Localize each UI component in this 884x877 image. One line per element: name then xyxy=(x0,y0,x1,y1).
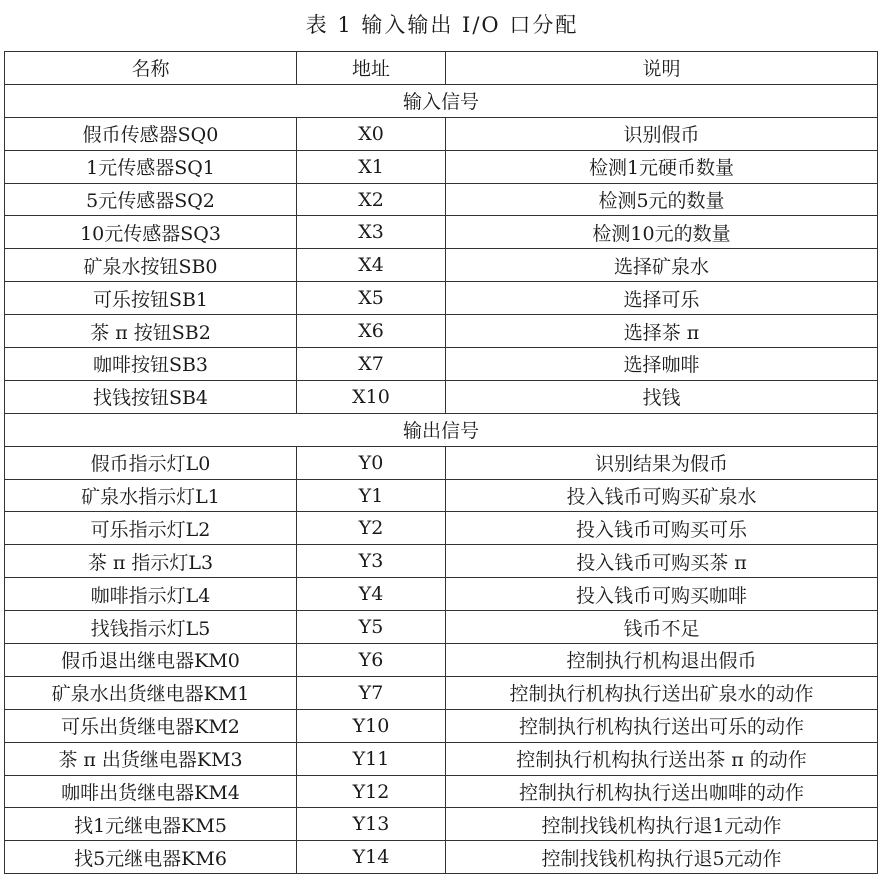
table-row xyxy=(5,742,878,775)
cell-name: 咖啡按钮SB3 xyxy=(5,348,297,381)
cell-address: Y4 xyxy=(297,578,446,611)
cell-address: Y3 xyxy=(297,545,446,578)
cell-address: Y7 xyxy=(297,676,446,709)
header-name: 名称 xyxy=(5,52,297,85)
header-description: 说明 xyxy=(446,52,878,85)
table-row xyxy=(5,315,878,348)
cell-name: 可乐指示灯L2 xyxy=(5,512,297,545)
cell-description: 检测5元的数量 xyxy=(446,183,878,216)
cell-description: 控制执行机构执行送出可乐的动作 xyxy=(446,709,878,742)
cell-address: Y6 xyxy=(297,644,446,677)
cell-address: X0 xyxy=(297,117,446,150)
cell-name: 1元传感器SQ1 xyxy=(5,150,297,183)
cell-name: 可乐出货继电器KM2 xyxy=(5,709,297,742)
cell-description: 识别结果为假币 xyxy=(446,446,878,479)
cell-address: Y2 xyxy=(297,512,446,545)
table-caption: 表 1 输入输出 I/O 口分配 xyxy=(305,13,579,37)
cell-description: 检测1元硬币数量 xyxy=(446,150,878,183)
cell-description: 控制执行机构执行送出茶 π 的动作 xyxy=(446,742,878,775)
cell-address: X2 xyxy=(297,183,446,216)
cell-name: 茶 π 出货继电器KM3 xyxy=(5,742,297,775)
cell-description: 投入钱币可购买矿泉水 xyxy=(446,479,878,512)
table-row xyxy=(5,446,878,479)
cell-name: 咖啡出货继电器KM4 xyxy=(5,775,297,808)
table-row xyxy=(5,117,878,150)
cell-address: X4 xyxy=(297,249,446,282)
table-row xyxy=(5,150,878,183)
cell-name: 假币退出继电器KM0 xyxy=(5,644,297,677)
cell-address: X7 xyxy=(297,348,446,381)
table-row xyxy=(5,808,878,841)
table-row xyxy=(5,479,878,512)
table-row xyxy=(5,775,878,808)
cell-description: 控制找钱机构执行退1元动作 xyxy=(446,808,878,841)
section-title: 输入信号 xyxy=(5,84,878,117)
cell-description: 投入钱币可购买可乐 xyxy=(446,512,878,545)
cell-description: 控制执行机构退出假币 xyxy=(446,644,878,677)
table-body xyxy=(5,84,878,873)
table-row xyxy=(5,216,878,249)
cell-description: 选择茶 π xyxy=(446,315,878,348)
cell-description: 选择咖啡 xyxy=(446,348,878,381)
cell-description: 找钱 xyxy=(446,380,878,413)
cell-address: Y13 xyxy=(297,808,446,841)
cell-name: 10元传感器SQ3 xyxy=(5,216,297,249)
cell-description: 识别假币 xyxy=(446,117,878,150)
cell-description: 钱币不足 xyxy=(446,611,878,644)
section-row xyxy=(5,413,878,446)
cell-description: 投入钱币可购买茶 π xyxy=(446,545,878,578)
cell-address: X5 xyxy=(297,282,446,315)
cell-address: Y10 xyxy=(297,709,446,742)
table-row xyxy=(5,282,878,315)
cell-description: 检测10元的数量 xyxy=(446,216,878,249)
table-row xyxy=(5,644,878,677)
cell-description: 控制执行机构执行送出咖啡的动作 xyxy=(446,775,878,808)
cell-description: 投入钱币可购买咖啡 xyxy=(446,578,878,611)
cell-name: 矿泉水指示灯L1 xyxy=(5,479,297,512)
table-row xyxy=(5,611,878,644)
cell-name: 矿泉水出货继电器KM1 xyxy=(5,676,297,709)
cell-name: 可乐按钮SB1 xyxy=(5,282,297,315)
table-row xyxy=(5,380,878,413)
cell-address: X1 xyxy=(297,150,446,183)
cell-description: 控制找钱机构执行退5元动作 xyxy=(446,841,878,874)
cell-name: 5元传感器SQ2 xyxy=(5,183,297,216)
cell-name: 咖啡指示灯L4 xyxy=(5,578,297,611)
cell-address: Y5 xyxy=(297,611,446,644)
table-row xyxy=(5,512,878,545)
table-row xyxy=(5,676,878,709)
table-row xyxy=(5,545,878,578)
header-row xyxy=(5,52,878,85)
cell-address: Y0 xyxy=(297,446,446,479)
cell-description: 控制执行机构执行送出矿泉水的动作 xyxy=(446,676,878,709)
cell-address: X3 xyxy=(297,216,446,249)
cell-name: 找1元继电器KM5 xyxy=(5,808,297,841)
io-assignment-table xyxy=(4,51,878,874)
cell-name: 假币指示灯L0 xyxy=(5,446,297,479)
cell-name: 矿泉水按钮SB0 xyxy=(5,249,297,282)
section-row xyxy=(5,84,878,117)
cell-address: X10 xyxy=(297,380,446,413)
cell-address: Y1 xyxy=(297,479,446,512)
cell-address: X6 xyxy=(297,315,446,348)
cell-address: Y14 xyxy=(297,841,446,874)
table-row xyxy=(5,348,878,381)
table-row xyxy=(5,249,878,282)
cell-address: Y12 xyxy=(297,775,446,808)
cell-description: 选择矿泉水 xyxy=(446,249,878,282)
cell-name: 找钱指示灯L5 xyxy=(5,611,297,644)
header-address: 地址 xyxy=(297,52,446,85)
cell-address: Y11 xyxy=(297,742,446,775)
cell-name: 找钱按钮SB4 xyxy=(5,380,297,413)
cell-name: 茶 π 按钮SB2 xyxy=(5,315,297,348)
table-row xyxy=(5,578,878,611)
table-row xyxy=(5,841,878,874)
table-row xyxy=(5,183,878,216)
table-row xyxy=(5,709,878,742)
section-title: 输出信号 xyxy=(5,413,878,446)
cell-description: 选择可乐 xyxy=(446,282,878,315)
cell-name: 假币传感器SQ0 xyxy=(5,117,297,150)
cell-name: 找5元继电器KM6 xyxy=(5,841,297,874)
cell-name: 茶 π 指示灯L3 xyxy=(5,545,297,578)
